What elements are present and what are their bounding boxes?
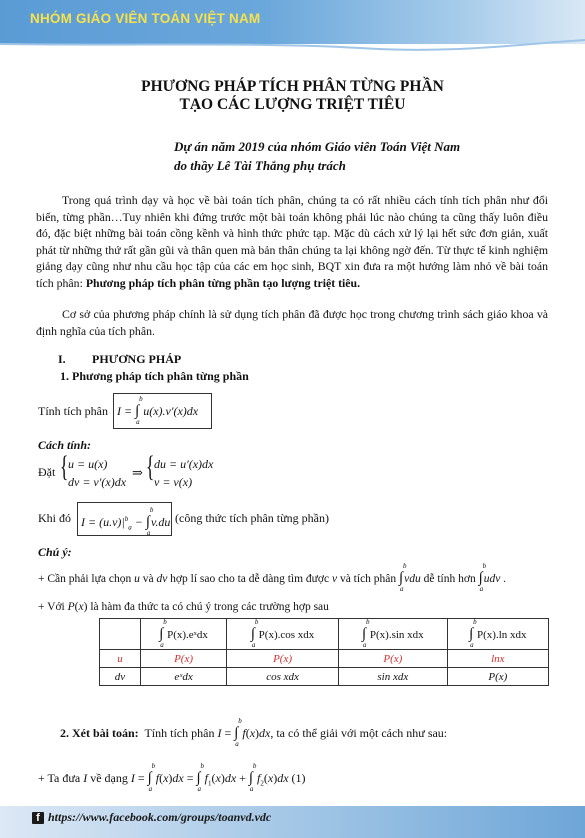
table-cell: lnx (447, 650, 548, 668)
parts-formula: $I = (u.v)|^b_a$ − ∫ b a v.du (81, 506, 171, 537)
implies-arrow: ⇒ (132, 465, 143, 480)
table-cell: cos xdx (227, 668, 339, 686)
table-header-text: P(x).ln xdx (477, 629, 527, 641)
note-1-text-d: và tích phân (339, 573, 397, 585)
subsection-2: 2. Xét bài toán: Tính tích phân I = ∫ b a f(x)dx, ta có thể giải với một cách như sau: (60, 717, 448, 748)
intro-text: Trong quá trình dạy và học về bài toán tích phân, chúng ta có rất nhiều cách tính tích phân như đổi biến, từng phần…Tuy nhiên khi đứng trước một bài toán không phải lúc nào chúng ta cũng thấy luôn điều đó, đặc biệt những bài toán cồng kềnh và hình thức phức tạp. Mặc dù cách xử lý lại hết sức đơn giản, xuất phát từ những thứ rất gần gũi và thân quen mà bản thân chúng ta lại không ngờ đến. Từ thực tế kinh nghiệm giảng dạy cũng như nhu cầu học tập của các em học sinh, BQT xin đưa ra một hướng làm nhỏ về bài toán tích phân: (36, 193, 548, 290)
table-header-cell (100, 619, 141, 650)
set-label: Đặt (38, 465, 56, 479)
integral-definition-box (113, 393, 212, 429)
parts-choice-table (99, 618, 549, 686)
intro-highlight: Phương pháp tích phân từng phần tạo lượng triệt tiêu. (85, 275, 361, 290)
note-label: Chú ý: (38, 545, 72, 559)
note-2-text-b: là hàm đa thức ta có chú ý trong các trường hợp sau (90, 601, 329, 613)
equation-number: (1) (291, 771, 306, 785)
left-brace-2: { (145, 450, 155, 483)
table-cell: P(x) (141, 650, 227, 668)
table-cell: P(x) (227, 650, 339, 668)
doc-title-line1: PHƯƠNG PHÁP TÍCH PHÂN TỪNG PHẦN (141, 78, 444, 95)
table-header-text: P(x).eˣdx (167, 629, 208, 641)
table-row-dv (100, 668, 549, 686)
table-header-cell: ∫ b a P(x).cos xdx (227, 619, 339, 650)
parts-formula-note: (công thức tích phân từng phần) (175, 511, 329, 525)
integral-definition: I = ∫ b a u(x).v′(x)dx (117, 395, 199, 426)
substitution-du: du = u′(x)dx (154, 457, 214, 471)
table-row-u (100, 650, 549, 668)
note-1-text-b: và (142, 573, 154, 585)
doc-title-line2: TẠO CÁC LƯỢNG TRIỆT TIÊU (179, 96, 406, 113)
section-number: I. (58, 352, 66, 366)
method-label: Cách tính: (38, 438, 92, 452)
facebook-icon: f (32, 812, 44, 824)
doc-subtitle-line1: Dự án năm 2019 của nhóm Giáo viên Toán Việt Nam (174, 139, 461, 154)
footer-link[interactable]: https://www.facebook.com/groups/toanvd.vdc (48, 810, 272, 824)
header-wave-decoration (0, 0, 585, 60)
table-header-cell: ∫ b a P(x).eˣdx (141, 619, 227, 650)
substitution-dv: dv = v′(x)dx (68, 475, 127, 489)
note-1-text-a: + Cần phải lựa chọn (38, 573, 132, 585)
transform-text-b: về dạng (90, 771, 128, 785)
doc-subtitle-line2: do thầy Lê Tài Thắng phụ trách (174, 158, 346, 173)
parts-formula-box (77, 502, 172, 536)
table-cell: u (100, 650, 141, 668)
table-cell: P(x) (338, 650, 447, 668)
subsection-2-title: 2. Xét bài toán: (60, 726, 139, 740)
left-brace-1: { (59, 450, 69, 483)
table-header-text: P(x).sin xdx (369, 629, 424, 641)
header-title: NHÓM GIÁO VIÊN TOÁN VIỆT NAM (30, 11, 261, 26)
basis-text: Cơ sở của phương pháp chính là sử dụng tích phân đã được học trong chương trình sách giáo khoa và định nghĩa của tích phân. (36, 307, 548, 338)
note-1-text-e: dễ tính hơn (423, 573, 476, 585)
subsection-2-text-b: , ta có thể giải với một cách như sau: (270, 726, 448, 740)
table-cell: eˣdx (141, 668, 227, 686)
substitution-u: u = u(x) (68, 457, 108, 471)
section-title: PHƯƠNG PHÁP (92, 352, 182, 366)
subsection-2-text-a: Tính tích phân (144, 726, 215, 740)
table-header-cell: ∫ b a P(x).sin xdx (338, 619, 447, 650)
note-1-text-c: hợp lí sao cho ta dễ dàng tìm được (170, 573, 330, 585)
note-2-text-a: + Với (38, 601, 65, 613)
table-cell: P(x) (447, 668, 548, 686)
table-cell: dv (100, 668, 141, 686)
table-header-cell: ∫ b a P(x).ln xdx (447, 619, 548, 650)
compute-label: Tính tích phân (38, 404, 108, 418)
subsection-1-title: 1. Phương pháp tích phân từng phần (60, 369, 249, 383)
note-1: + Cần phải lựa chọn u và dv hợp lí sao cho ta dễ dàng tìm được v và tích phân ∫ b a vdu dễ tính hơn ∫ b a udv . (38, 562, 507, 593)
table-header-text: P(x).cos xdx (258, 629, 315, 641)
then-label: Khi đó (38, 511, 71, 525)
substitution-v: v = v(x) (154, 475, 193, 489)
table-header-row (100, 619, 549, 650)
basis-paragraph (36, 306, 548, 339)
transform-text-a: + Ta đưa (38, 771, 81, 785)
table-cell: sin xdx (338, 668, 447, 686)
intro-paragraph (36, 192, 548, 292)
note-2: + Với P(x) là hàm đa thức ta có chú ý trong các trường hợp sau (38, 601, 329, 613)
transform-line: + Ta đưa I về dạng I = ∫ b a f(x)dx = ∫ b a $f_1(x)dx$ + ∫ b a $f_2(x)dx$ (1) (38, 762, 306, 793)
